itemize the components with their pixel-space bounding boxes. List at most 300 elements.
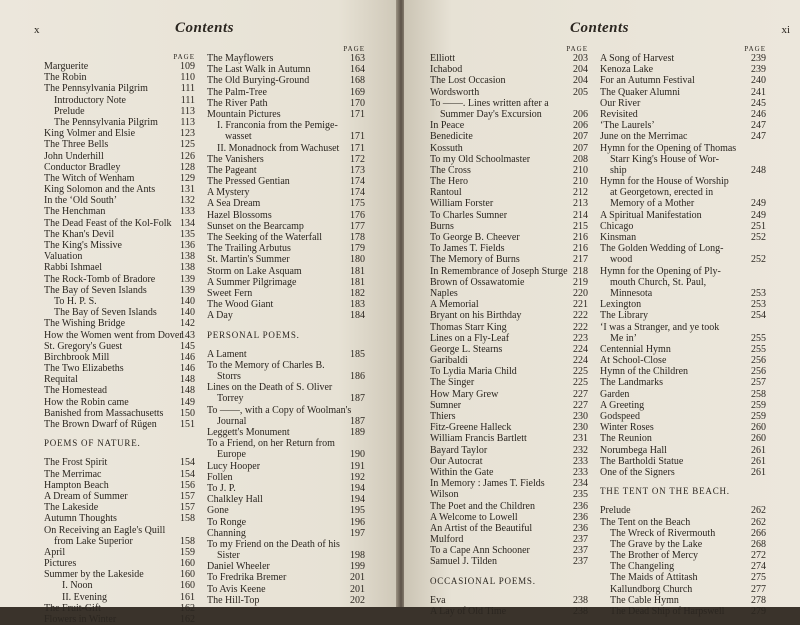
toc-entry-title: The Lakeside <box>44 502 99 514</box>
toc-entry-page: 274 <box>751 561 766 573</box>
toc-entry-title: The Old Burying-Ground <box>207 75 310 87</box>
toc-entry-title: Lucy Hooper <box>207 460 261 472</box>
page-number: xi <box>781 24 790 36</box>
toc-entry <box>430 512 588 523</box>
spacer <box>430 568 588 576</box>
toc-entry-page: 170 <box>350 97 365 109</box>
page-heading: Contents <box>570 20 630 36</box>
toc-entry <box>207 550 365 561</box>
toc-entry-page: 272 <box>751 550 766 562</box>
toc-entry-page: 208 <box>573 153 588 165</box>
toc-entry-title: Leggett's Monument <box>207 427 290 438</box>
toc-entry-title: Garibaldi <box>430 355 468 367</box>
toc-entry <box>44 162 195 173</box>
toc-entry-page: 277 <box>751 583 766 595</box>
spacer <box>600 497 766 505</box>
toc-entry-title: Me in’ <box>610 332 637 344</box>
toc-entry <box>44 408 195 419</box>
toc-entry-title: June on the Merrimac <box>600 131 688 143</box>
toc-entry-title: A Memorial <box>430 299 479 311</box>
toc-entry-page: 218 <box>573 265 588 277</box>
toc-entry-page: 203 <box>573 53 588 64</box>
toc-entry <box>600 221 766 232</box>
toc-entry-title: Banished from Massachusetts <box>44 407 164 419</box>
toc-entry <box>44 592 195 603</box>
toc-entry <box>600 254 766 265</box>
toc-entry <box>600 165 766 176</box>
toc-entry-page: 258 <box>751 388 766 400</box>
toc-entry-title: Sister <box>217 550 240 562</box>
toc-entry-page: 206 <box>573 120 588 132</box>
toc-entry-page: 240 <box>751 75 766 87</box>
toc-entry <box>600 187 766 198</box>
toc-entry-title: St. Gregory's Guest <box>44 340 123 352</box>
toc-entry-title: at Georgetown, erected in <box>610 187 714 199</box>
toc-entry-title: Conductor Bradley <box>44 161 121 173</box>
toc-entry <box>600 572 766 583</box>
toc-entry-page: 133 <box>180 206 195 218</box>
toc-entry-title: Ichabod <box>430 64 463 76</box>
toc-entry-title: The Witch of Wenham <box>44 172 135 184</box>
toc-entry-page: 158 <box>180 513 195 525</box>
toc-entry-title: Sunset on the Bearcamp <box>207 220 304 232</box>
toc-entry-title: The Trailing Arbutus <box>207 243 291 255</box>
spacer <box>207 322 365 330</box>
toc-entry <box>600 606 766 617</box>
toc-entry-title: Flowers in Winter <box>44 614 117 625</box>
toc-entry <box>600 210 766 221</box>
toc-entry-page: 199 <box>350 561 365 573</box>
toc-entry <box>44 318 195 329</box>
toc-entry <box>600 322 766 333</box>
toc-entry-page: 201 <box>350 572 365 584</box>
toc-entry-title: Norumbega Hall <box>600 444 667 456</box>
toc-entry-title: Torrey <box>217 393 244 405</box>
toc-entry <box>44 558 195 569</box>
toc-entry-title: To James T. Fields <box>430 243 505 255</box>
toc-entry <box>600 87 766 98</box>
toc-entry-title: ‘I was a Stranger, and ye took <box>600 321 720 333</box>
toc-entry <box>207 143 365 154</box>
toc-entry-title: Channing <box>207 527 246 539</box>
toc-entry-page: 123 <box>180 128 195 140</box>
toc-entry <box>207 371 365 382</box>
toc-entry-title: Storm on Lake Asquam <box>207 265 302 277</box>
toc-entry-page: 163 <box>350 53 365 64</box>
toc-entry <box>430 556 588 567</box>
toc-entry-page: 197 <box>350 527 365 539</box>
toc-entry-title: Kossuth <box>430 142 463 154</box>
toc-entry <box>44 614 195 625</box>
toc-entry-title: The Rock-Tomb of Bradore <box>44 273 156 285</box>
toc-entry-page: 207 <box>573 131 588 143</box>
toc-entry <box>430 53 588 64</box>
toc-entry-page: 157 <box>180 502 195 514</box>
toc-entry-title: ‘The Laurels’ <box>600 120 655 132</box>
spacer <box>430 587 588 595</box>
toc-entry <box>44 469 195 480</box>
toc-entry-title: Pictures <box>44 558 77 570</box>
toc-entry <box>600 288 766 299</box>
toc-entry-page: 279 <box>751 606 766 617</box>
toc-entry <box>430 120 588 131</box>
toc-entry-title: Starr King's House of Wor- <box>610 153 719 165</box>
toc-entry-title: Hymn for the Opening of Ply- <box>600 265 721 277</box>
toc-entry <box>44 603 195 614</box>
toc-entry <box>430 478 588 489</box>
toc-entry-title: A Sea Dream <box>207 198 261 210</box>
toc-entry-page: 189 <box>350 427 365 438</box>
toc-entry <box>430 277 588 288</box>
toc-entry <box>44 151 195 162</box>
toc-entry-title: George L. Stearns <box>430 343 503 355</box>
toc-entry-title: II. Monadnock from Wachuset <box>217 142 340 154</box>
toc-entry <box>600 98 766 109</box>
toc-entry-title: Thiers <box>430 411 456 422</box>
toc-entry-page: 185 <box>350 348 365 360</box>
toc-entry-page: 202 <box>350 594 365 606</box>
toc-entry-page: 227 <box>573 399 588 411</box>
toc-entry-page: 275 <box>751 572 766 584</box>
toc-entry-page: 194 <box>350 482 365 494</box>
section-heading: THE TENT ON THE BEACH. <box>600 486 730 497</box>
toc-entry-title: Brown of Ossawatomie <box>430 276 525 288</box>
toc-entry <box>430 165 588 176</box>
toc-entry-title: mouth Church, St. Paul, <box>610 276 707 288</box>
toc-entry <box>207 75 365 86</box>
toc-entry-title: Europe <box>217 449 246 461</box>
toc-entry-title: The Brown Dwarf of Rügen <box>44 419 157 430</box>
toc-entry-page: 255 <box>751 332 766 344</box>
toc-entry-title: A Day <box>207 310 233 322</box>
toc-entry <box>207 154 365 165</box>
toc-entry <box>207 595 365 606</box>
toc-entry-page: 251 <box>751 220 766 232</box>
toc-entry-title: How the Women went from Dover <box>44 329 183 341</box>
toc-entry-title: The Dead Feast of the Kol-Folk <box>44 217 172 229</box>
toc-entry <box>207 382 365 393</box>
toc-entry-page: 222 <box>573 310 588 322</box>
toc-entry <box>207 449 365 460</box>
toc-entry-page: 216 <box>573 243 588 255</box>
toc-entry-title: To Lydia Maria Child <box>430 366 517 378</box>
section-heading: POEMS OF NATURE. <box>44 438 141 449</box>
toc-entry-title: Elliott <box>430 53 455 64</box>
toc-entry-title: Bryant on his Birthday <box>430 310 522 322</box>
toc-entry-page: 143 <box>180 329 195 341</box>
toc-entry <box>207 165 365 176</box>
toc-entry-title: Kinsman <box>600 232 637 243</box>
toc-entry-page: 212 <box>573 187 588 199</box>
toc-entry <box>207 405 365 416</box>
toc-entry-title: The Changeling <box>610 561 675 573</box>
toc-entry-page: 233 <box>573 455 588 467</box>
toc-entry-title: Hymn of the Children <box>600 366 689 378</box>
toc-entry-title: The Three Bells <box>44 139 109 151</box>
toc-entry <box>207 87 365 98</box>
toc-entry <box>44 83 195 94</box>
toc-entry-title: Follen <box>207 471 233 483</box>
toc-entry <box>207 505 365 516</box>
toc-entry-title: The Pennsylvania Pilgrim <box>54 116 158 128</box>
toc-entry <box>44 363 195 374</box>
toc-entry-title: Lexington <box>600 299 642 311</box>
toc-entry-title: Mountain Pictures <box>207 108 281 120</box>
toc-entry-title: Prelude <box>600 505 631 517</box>
toc-entry-title: An Artist of the Beautiful <box>430 522 533 534</box>
toc-entry-page: 139 <box>180 273 195 285</box>
toc-entry-page: 134 <box>180 217 195 229</box>
toc-entry-title: In Remembrance of Joseph Sturge <box>430 265 568 277</box>
toc-entry <box>207 266 365 277</box>
toc-column <box>600 44 766 617</box>
toc-entry <box>600 333 766 344</box>
toc-entry <box>600 310 766 321</box>
toc-entry-title: from Lake Superior <box>54 535 133 547</box>
toc-entry <box>44 341 195 352</box>
toc-entry <box>600 400 766 411</box>
toc-entry-title: To my Friend on the Death of his <box>207 538 340 550</box>
toc-entry-page: 237 <box>573 556 588 568</box>
toc-entry <box>207 288 365 299</box>
toc-entry-title: John Underhill <box>44 150 104 162</box>
toc-entry-title: The Homestead <box>44 385 108 397</box>
toc-entry-title: The Library <box>600 310 649 322</box>
toc-entry-page: 182 <box>350 287 365 299</box>
toc-entry <box>600 198 766 209</box>
toc-entry-page: 241 <box>751 86 766 98</box>
toc-entry-page: 154 <box>180 468 195 480</box>
toc-entry-page: 128 <box>180 161 195 173</box>
toc-entry-page: 161 <box>180 591 195 603</box>
toc-entry <box>430 299 588 310</box>
toc-entry <box>207 299 365 310</box>
toc-entry-title: Our Autocrat <box>430 455 483 467</box>
toc-entry <box>44 296 195 307</box>
toc-entry-title: In the ‘Old South’ <box>44 195 118 207</box>
toc-entry-page: 191 <box>350 460 365 472</box>
toc-entry-page: 254 <box>751 310 766 322</box>
toc-entry-page: 238 <box>573 594 588 606</box>
toc-entry-page: 148 <box>180 374 195 386</box>
toc-entry-title: Chalkley Hall <box>207 494 263 506</box>
toc-entry-page: 180 <box>350 254 365 266</box>
toc-entry-page: 252 <box>751 232 766 243</box>
left-page <box>0 0 398 625</box>
toc-entry <box>600 131 766 142</box>
toc-entry-page: 260 <box>751 422 766 434</box>
toc-entry <box>44 274 195 285</box>
toc-entry-page: 253 <box>751 299 766 311</box>
toc-entry <box>600 120 766 131</box>
toc-entry-title: The Palm-Tree <box>207 86 267 98</box>
toc-entry <box>430 467 588 478</box>
toc-entry-page: 160 <box>180 558 195 570</box>
toc-entry-page: 247 <box>751 131 766 143</box>
toc-entry-title: The Fruit-Gift <box>44 602 101 614</box>
toc-entry-title: Eva <box>430 594 446 606</box>
toc-entry <box>600 517 766 528</box>
page-column-header: PAGE <box>343 45 365 53</box>
toc-entry-title: Daniel Wheeler <box>207 561 270 573</box>
toc-entry-title: II. Evening <box>62 591 107 603</box>
toc-entry-title: Wilson <box>430 489 459 501</box>
toc-entry <box>207 120 365 131</box>
toc-entry-page: 225 <box>573 366 588 378</box>
toc-entry-page: 213 <box>573 198 588 210</box>
toc-entry <box>600 299 766 310</box>
toc-entry-title: The Vanishers <box>207 153 264 165</box>
page-heading: Contents <box>175 20 235 36</box>
toc-entry-page: 225 <box>573 377 588 389</box>
toc-entry-page: 219 <box>573 276 588 288</box>
toc-entry <box>430 143 588 154</box>
toc-column <box>44 52 195 625</box>
toc-entry <box>430 534 588 545</box>
toc-entry-page: 110 <box>180 72 195 84</box>
toc-entry <box>600 143 766 154</box>
toc-entry-title: The Landmarks <box>600 377 664 389</box>
toc-entry-page: 237 <box>573 534 588 546</box>
toc-entry <box>600 445 766 456</box>
toc-entry-title: Memory of a Mother <box>610 198 695 210</box>
toc-entry <box>430 501 588 512</box>
toc-entry-page: 266 <box>751 527 766 539</box>
toc-entry-page: 204 <box>573 64 588 76</box>
toc-entry-page: 245 <box>751 97 766 109</box>
toc-entry <box>430 606 588 617</box>
toc-entry-title: Chicago <box>600 220 634 232</box>
right-page <box>404 0 800 617</box>
toc-entry <box>44 502 195 513</box>
toc-entry-title: To Charles Sumner <box>430 209 508 221</box>
toc-entry-page: 164 <box>350 64 365 76</box>
toc-entry-title: The Last Walk in Autumn <box>207 64 311 76</box>
toc-entry <box>207 472 365 483</box>
toc-entry <box>430 523 588 534</box>
toc-entry <box>44 547 195 558</box>
toc-entry <box>430 433 588 444</box>
toc-entry-page: 129 <box>180 172 195 184</box>
toc-entry-title: Birchbrook Mill <box>44 351 110 363</box>
toc-entry-title: The Frost Spirit <box>44 457 108 469</box>
toc-entry-page: 204 <box>573 75 588 87</box>
toc-entry-title: April <box>44 546 66 558</box>
toc-entry-title: King Volmer and Elsie <box>44 128 136 140</box>
toc-entry-page: 247 <box>751 120 766 132</box>
toc-entry-page: 138 <box>180 262 195 274</box>
toc-entry-page: 216 <box>573 232 588 243</box>
toc-entry-title: To my Old Schoolmaster <box>430 153 531 165</box>
spacer <box>44 449 195 457</box>
toc-entry-title: The Memory of Burns <box>430 254 520 266</box>
toc-entry <box>600 75 766 86</box>
toc-entry-page: 196 <box>350 516 365 528</box>
toc-entry <box>600 64 766 75</box>
toc-entry <box>207 416 365 427</box>
toc-entry-page: 230 <box>573 411 588 422</box>
toc-entry-title: Summer by the Lakeside <box>44 569 144 581</box>
toc-entry-title: Journal <box>217 415 247 427</box>
toc-entry <box>600 377 766 388</box>
toc-entry-page: 162 <box>180 614 195 625</box>
page-number: x <box>34 24 40 36</box>
toc-entry-page: 249 <box>751 198 766 210</box>
toc-entry-title: The Hill-Top <box>207 594 260 606</box>
toc-entry-page: 252 <box>751 254 766 266</box>
toc-entry <box>430 595 588 606</box>
toc-entry-title: The Two Elizabeths <box>44 363 124 375</box>
toc-entry-title: I. Franconia from the Pemige- <box>217 120 338 132</box>
toc-entry-page: 256 <box>751 355 766 367</box>
toc-entry <box>44 457 195 468</box>
toc-entry <box>430 176 588 187</box>
toc-entry-page: 142 <box>180 318 195 330</box>
toc-entry-title: One of the Signers <box>600 466 675 478</box>
toc-entry-page: 259 <box>751 411 766 422</box>
toc-entry-title: To Ronge <box>207 516 247 528</box>
toc-entry <box>207 198 365 209</box>
toc-entry-title: Introductory Note <box>54 94 126 106</box>
toc-entry <box>207 187 365 198</box>
toc-entry-page: 132 <box>180 195 195 207</box>
toc-entry-page: 231 <box>573 433 588 445</box>
toc-entry-title: The Seeking of the Waterfall <box>207 232 323 243</box>
toc-entry <box>44 139 195 150</box>
toc-entry <box>430 232 588 243</box>
toc-entry-page: 210 <box>573 176 588 188</box>
toc-entry-page: 215 <box>573 220 588 232</box>
toc-entry <box>44 184 195 195</box>
toc-entry-title: Kallundborg Church <box>610 583 693 595</box>
toc-entry-title: How the Robin came <box>44 396 129 408</box>
toc-entry <box>44 285 195 296</box>
toc-entry-title: The Maids of Attitash <box>610 572 698 584</box>
toc-entry-title: Centennial Hymn <box>600 343 671 355</box>
toc-entry-page: 239 <box>751 64 766 76</box>
toc-entry <box>44 240 195 251</box>
toc-entry-page: 198 <box>350 550 365 562</box>
toc-entry-page: 224 <box>573 343 588 355</box>
toc-entry-title: Requital <box>44 374 78 386</box>
toc-entry <box>600 277 766 288</box>
toc-entry-title: wasset <box>225 131 252 143</box>
toc-entry <box>600 389 766 400</box>
toc-entry-page: 149 <box>180 396 195 408</box>
toc-entry <box>207 98 365 109</box>
toc-entry-page: 235 <box>573 489 588 501</box>
toc-entry-page: 181 <box>350 276 365 288</box>
toc-entry-title: To Avis Keene <box>207 583 266 595</box>
toc-entry-page: 195 <box>350 505 365 517</box>
toc-entry <box>430 154 588 165</box>
toc-entry <box>430 456 588 467</box>
toc-entry-title: Lines on the Death of S. Oliver <box>207 382 333 394</box>
toc-entry-title: Gone <box>207 505 229 517</box>
toc-entry-title: To Fredrika Bremer <box>207 572 287 584</box>
toc-entry <box>600 176 766 187</box>
toc-entry-page: 111 <box>180 94 195 106</box>
toc-entry <box>207 360 365 371</box>
spacer <box>600 478 766 486</box>
toc-entry <box>430 131 588 142</box>
toc-entry <box>430 187 588 198</box>
toc-entry <box>430 87 588 98</box>
page-column-header: PAGE <box>744 45 766 53</box>
toc-entry <box>44 480 195 491</box>
toc-entry-page: 160 <box>180 569 195 581</box>
section-heading: OCCASIONAL POEMS. <box>430 575 536 586</box>
